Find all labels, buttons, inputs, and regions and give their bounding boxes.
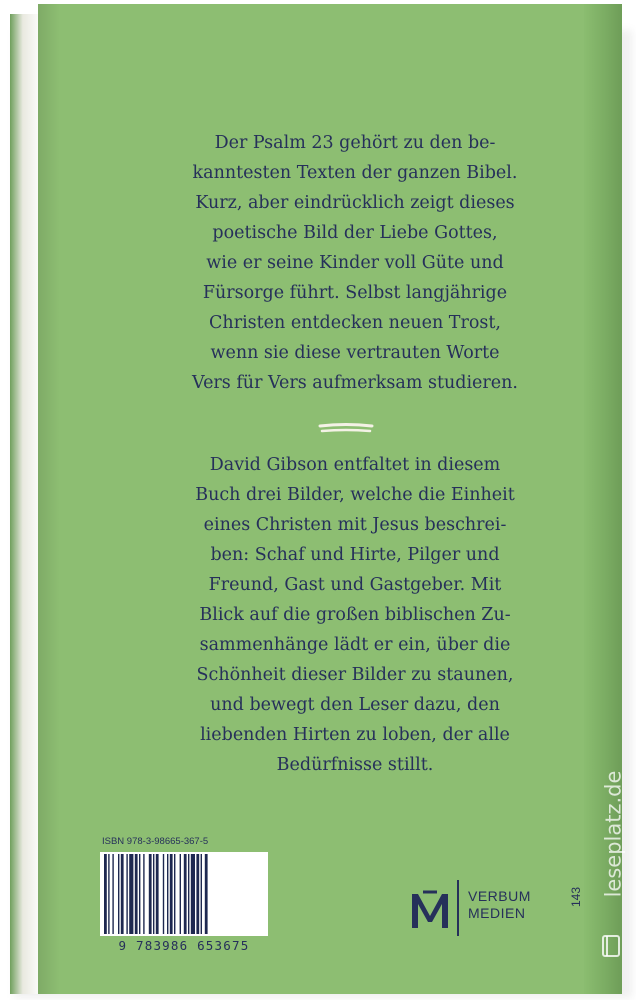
publisher-name [468, 888, 531, 922]
barcode-number: 9 783986 653675 [118, 938, 250, 953]
blurb-line: Christen entdecken neuen Trost, [209, 313, 501, 333]
barcode-bar [143, 854, 144, 934]
cover-hinge-shadow [38, 4, 60, 994]
publisher-line: MEDIEN [468, 905, 526, 921]
barcode-bar [167, 854, 168, 934]
blurb-paragraph-1 [190, 128, 520, 398]
blurb-line: David Gibson entfaltet in diesem [209, 455, 501, 475]
blurb-line: ben: Schaf und Hirte, Pilger und [210, 545, 500, 565]
side-code: 143 [569, 886, 584, 908]
logo-separator [457, 880, 459, 936]
barcode-bar [149, 854, 152, 934]
barcode [100, 852, 268, 936]
blurb-line: Bedürfnisse stillt. [276, 755, 434, 775]
decorative-divider [318, 422, 374, 434]
blurb-line: eines Christen mit Jesus beschrei- [203, 515, 507, 535]
blurb-line: sammenhänge lädt er ein, über die [199, 635, 511, 655]
barcode-bar [156, 854, 159, 934]
barcode-bar [201, 854, 202, 934]
blurb-line: Buch drei Bilder, welche die Einheit [195, 485, 515, 505]
blurb-line: Der Psalm 23 gehört zu den be- [214, 133, 496, 153]
book-icon [601, 934, 623, 958]
barcode-bar [126, 854, 127, 934]
barcode-bar [121, 854, 124, 934]
blurb-line: liebenden Hirten zu loben, der alle [200, 725, 510, 745]
blurb-line: Fürsorge führt. Selbst langjährige [202, 283, 508, 303]
blurb-line: Kurz, aber eindrücklich zeigt dieses [195, 193, 515, 213]
barcode-bar [180, 854, 181, 934]
barcode-bar [139, 854, 140, 934]
blurb-line: Vers für Vers aufmerksam studieren. [192, 373, 518, 393]
barcode-bar [174, 854, 175, 934]
barcode-bar [191, 854, 195, 934]
barcode-bar [135, 854, 138, 934]
blurb-line: poetische Bild der Liebe Gottes, [212, 223, 498, 243]
barcode-bar [118, 854, 119, 934]
barcode-bar [184, 854, 187, 934]
barcode-bar [153, 854, 154, 934]
blurb-line: wie er seine Kinder voll Güte und [206, 253, 504, 273]
blurb-line: Blick auf die großen biblischen Zu- [199, 605, 511, 625]
barcode-bar [108, 854, 109, 934]
isbn-label: ISBN 978-3-98665-367-5 [102, 836, 209, 847]
blurb-line: wenn sie diese vertrauten Worte [210, 343, 500, 363]
barcode-bar [163, 854, 164, 934]
watermark [591, 744, 635, 964]
blurb-line: Schönheit dieser Bilder zu staunen, [196, 665, 514, 685]
barcode-bar [129, 854, 133, 934]
barcode-bar [104, 854, 107, 934]
barcode-bar [205, 854, 208, 934]
watermark-text: leseplatz.de [601, 770, 626, 898]
blurb-line: und bewegt den Leser dazu, den [210, 695, 500, 715]
publisher-line: VERBUM [468, 888, 531, 904]
verbum-medien-logo-icon [408, 888, 452, 932]
blurb-line: kanntesten Texten der ganzen Bibel. [192, 163, 518, 183]
blurb-line: Freund, Gast und Gastgeber. Mit [208, 575, 502, 595]
barcode-bar [188, 854, 189, 934]
barcode-bar [112, 854, 113, 934]
barcode-bar [196, 854, 199, 934]
blurb-paragraph-2 [190, 450, 520, 780]
barcode-bar [170, 854, 173, 934]
